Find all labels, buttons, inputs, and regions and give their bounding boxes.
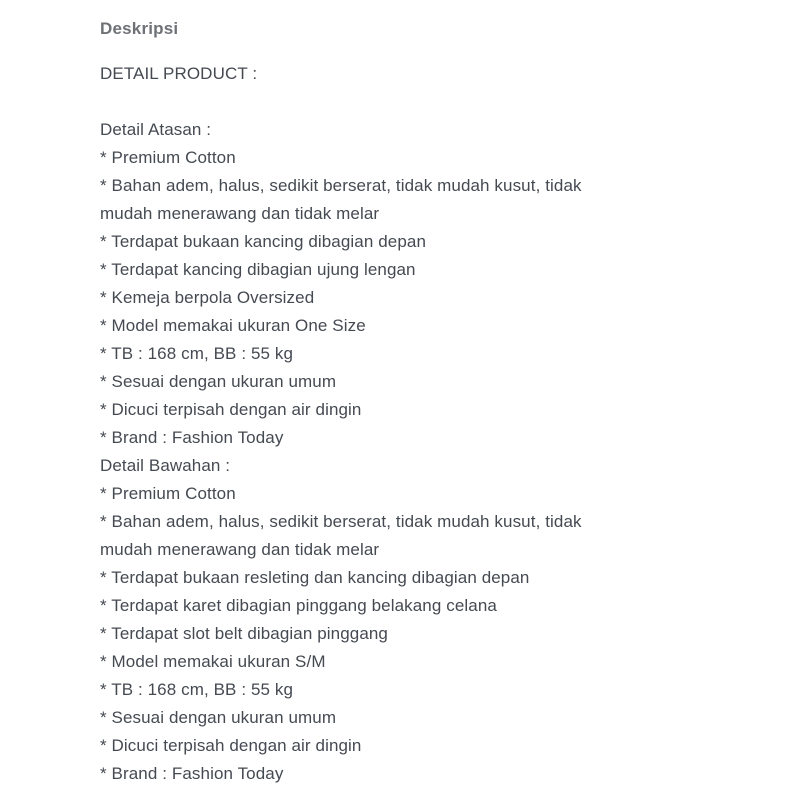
description-line: * Sesuai dengan ukuran umum	[100, 372, 337, 391]
description-section-title: Deskripsi	[100, 19, 179, 38]
description-line: * Brand : Fashion Today	[100, 764, 284, 783]
description-text	[100, 60, 710, 788]
description-line: DETAIL PRODUCT :	[100, 64, 258, 83]
description-line: * Terdapat slot belt dibagian pinggang	[100, 624, 388, 643]
description-line: Detail Bawahan :	[100, 456, 231, 475]
description-line	[100, 88, 710, 116]
description-line: * Dicuci terpisah dengan air dingin	[100, 736, 362, 755]
description-line: * Terdapat kancing dibagian ujung lengan	[100, 260, 416, 279]
description-line: * Model memakai ukuran S/M	[100, 652, 326, 671]
description-line: * Terdapat karet dibagian pinggang belakang celana	[100, 596, 497, 615]
description-line: Detail Atasan :	[100, 120, 212, 139]
description-line: * Premium Cotton	[100, 484, 236, 503]
description-line: mudah menerawang dan tidak melar	[100, 540, 380, 559]
description-line: * TB : 168 cm, BB : 55 kg	[100, 344, 294, 363]
description-line: * Sesuai dengan ukuran umum	[100, 708, 337, 727]
description-line: mudah menerawang dan tidak melar	[100, 204, 380, 223]
description-line: * Bahan adem, halus, sedikit berserat, tidak mudah kusut, tidak	[100, 512, 582, 531]
description-line: * Terdapat bukaan resleting dan kancing dibagian depan	[100, 568, 530, 587]
description-line: * Bahan adem, halus, sedikit berserat, tidak mudah kusut, tidak	[100, 176, 582, 195]
description-line: * Dicuci terpisah dengan air dingin	[100, 400, 362, 419]
description-line: * Terdapat bukaan kancing dibagian depan	[100, 232, 427, 251]
description-line: * Model memakai ukuran One Size	[100, 316, 366, 335]
description-line: * Brand : Fashion Today	[100, 428, 284, 447]
description-line: * Premium Cotton	[100, 148, 236, 167]
description-line: * Kemeja berpola Oversized	[100, 288, 315, 307]
description-line: * TB : 168 cm, BB : 55 kg	[100, 680, 294, 699]
